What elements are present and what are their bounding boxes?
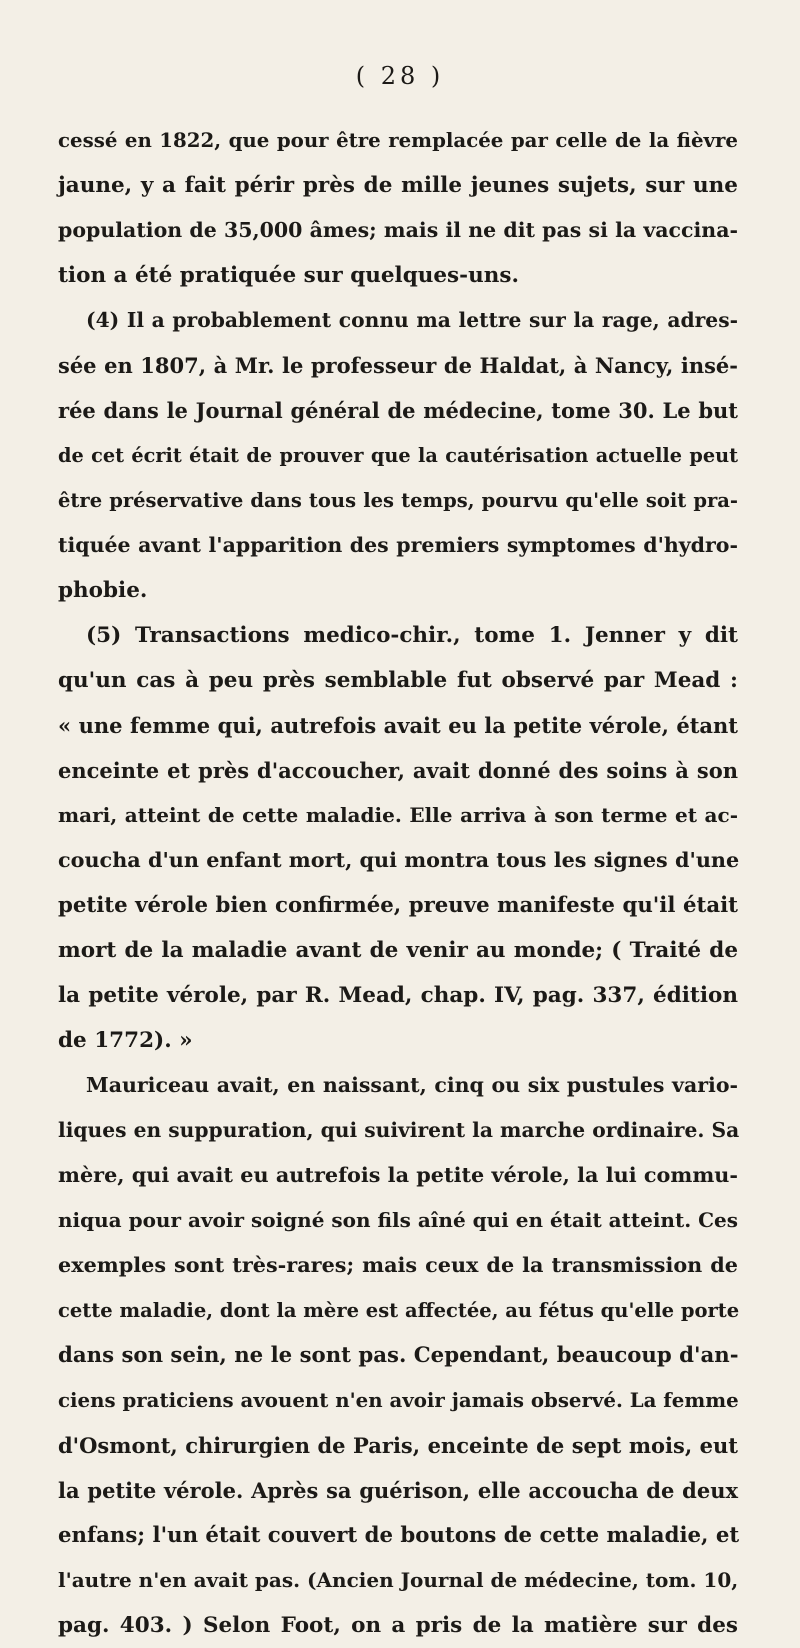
text-line: tiquée avant l'apparition des premiers symptomes d'hydro- (58, 533, 738, 557)
text-line: la petite vérole, par R. Mead, chap. IV, pag. 337, édition (58, 983, 738, 1008)
text-line: mère, qui avait eu autrefois la petite vérole, la lui commu- (58, 1163, 738, 1187)
text-line: tion a été pratiquée sur quelques-uns. (58, 263, 519, 288)
text-line: jaune, y a fait périr près de mille jeunes sujets, sur une (58, 173, 738, 198)
text-line: de 1772). » (58, 1028, 193, 1053)
text-line: d'Osmont, chirurgien de Paris, enceinte de sept mois, eut (58, 1433, 738, 1458)
text-line: (4) Il a probablement connu ma lettre sur la rage, adres- (86, 308, 738, 332)
text-line: pag. 403. ) Selon Foot, on a pris de la matière sur des (58, 1613, 738, 1638)
text-line: Mauriceau avait, en naissant, cinq ou six pustules vario- (86, 1073, 738, 1097)
text-line: cette maladie, dont la mère est affectée, au fétus qu'elle porte (58, 1299, 740, 1322)
text-line: phobie. (58, 578, 148, 603)
text-line: coucha d'un enfant mort, qui montra tous les signes d'une (58, 848, 740, 872)
text-line: niqua pour avoir soigné son fils aîné qui en était atteint. Ces (58, 1208, 739, 1232)
body-text (58, 118, 738, 1648)
text-line: être préservative dans tous les temps, pourvu qu'elle soit pra- (58, 489, 738, 512)
text-line: enfans; l'un était couvert de boutons de cette maladie, et (58, 1523, 740, 1548)
text-line: (5) Transactions medico-chir., tome 1. Jenner y dit (86, 623, 738, 648)
text-line: petite vérole bien confirmée, preuve manifeste qu'il était (58, 893, 738, 918)
text-line: liques en suppuration, qui suivirent la marche ordinaire. Sa (58, 1118, 740, 1142)
text-line: « une femme qui, autrefois avait eu la petite vérole, étant (58, 713, 738, 738)
text-line: exemples sont très-rares; mais ceux de la transmission de (58, 1253, 738, 1277)
text-line: mort de la maladie avant de venir au monde; ( Traité de (58, 938, 738, 963)
text-line: sée en 1807, à Mr. le professeur de Haldat, à Nancy, insé- (58, 353, 738, 378)
text-line: de cet écrit était de prouver que la cautérisation actuelle peut (58, 444, 738, 467)
text-line: l'autre n'en avait pas. (Ancien Journal de médecine, tom. 10, (58, 1568, 739, 1592)
text-line: ciens praticiens avouent n'en avoir jamais observé. La femme (58, 1388, 739, 1412)
text-line: dans son sein, ne le sont pas. Cependant, beaucoup d'an- (58, 1343, 739, 1368)
text-line: population de 35,000 âmes; mais il ne dit pas si la vaccina- (58, 218, 738, 242)
text-line: mari, atteint de cette maladie. Elle arriva à son terme et ac- (58, 803, 738, 827)
text-line: enceinte et près d'accoucher, avait donné des soins à son (58, 758, 738, 783)
text-line: la petite vérole. Après sa guérison, elle accoucha de deux (58, 1478, 738, 1503)
page-number: ( 28 ) (355, 62, 445, 90)
text-line: cessé en 1822, que pour être remplacée par celle de la fièvre (58, 128, 738, 152)
text-line: rée dans le Journal général de médecine, tome 30. Le but (58, 398, 738, 423)
text-line: qu'un cas à peu près semblable fut observé par Mead : (58, 668, 738, 693)
